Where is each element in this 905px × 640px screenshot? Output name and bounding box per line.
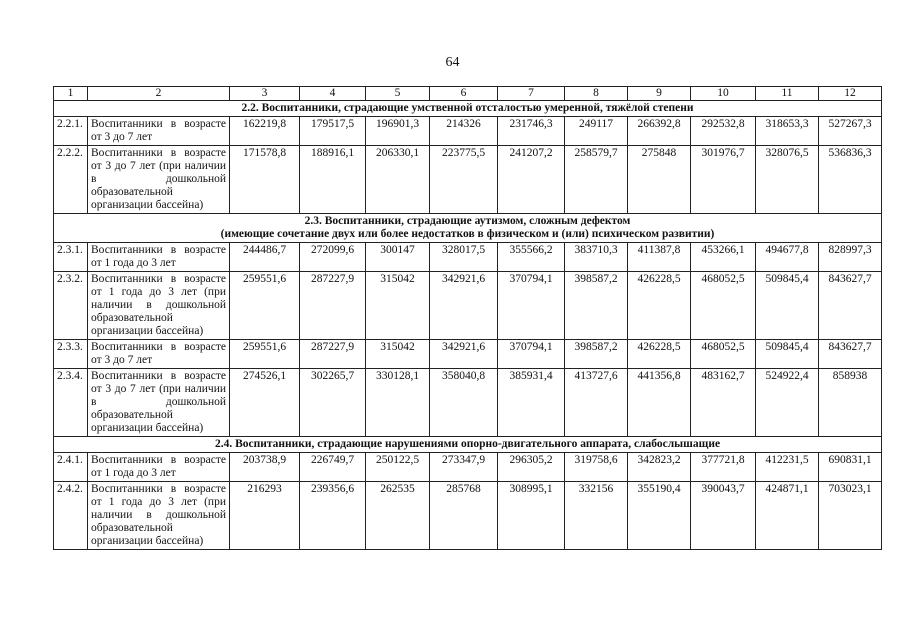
column-header: 4 xyxy=(300,87,366,101)
value-cell: 483162,7 xyxy=(691,369,756,437)
value-cell: 377721,8 xyxy=(691,453,756,482)
value-cell: 370794,1 xyxy=(498,340,565,369)
value-cell: 330128,1 xyxy=(366,369,430,437)
value-cell: 259551,6 xyxy=(230,340,300,369)
value-cell: 328076,5 xyxy=(756,146,819,214)
column-header: 9 xyxy=(628,87,691,101)
value-cell: 411387,8 xyxy=(628,243,691,272)
value-cell: 509845,4 xyxy=(756,272,819,340)
value-cell: 249117 xyxy=(565,117,628,146)
value-cell: 250122,5 xyxy=(366,453,430,482)
value-cell: 398587,2 xyxy=(565,340,628,369)
row-code: 2.3.3. xyxy=(54,340,88,369)
value-cell: 355566,2 xyxy=(498,243,565,272)
value-cell: 342823,2 xyxy=(628,453,691,482)
value-cell: 828997,3 xyxy=(819,243,882,272)
column-header: 8 xyxy=(565,87,628,101)
row-description: Воспитанники в возрасте от 3 до 7 лет (при наличии в дошкольной образовательной организации бассейна) xyxy=(88,369,230,437)
column-header: 2 xyxy=(88,87,230,101)
value-cell: 241207,2 xyxy=(498,146,565,214)
value-cell: 214326 xyxy=(430,117,498,146)
value-cell: 355190,4 xyxy=(628,482,691,550)
value-cell: 328017,5 xyxy=(430,243,498,272)
value-cell: 453266,1 xyxy=(691,243,756,272)
table-row xyxy=(54,243,882,272)
column-header: 12 xyxy=(819,87,882,101)
table-body xyxy=(54,87,882,550)
section-header-row xyxy=(54,101,882,117)
value-cell: 272099,6 xyxy=(300,243,366,272)
value-cell: 358040,8 xyxy=(430,369,498,437)
value-cell: 223775,5 xyxy=(430,146,498,214)
value-cell: 426228,5 xyxy=(628,340,691,369)
table-row xyxy=(54,369,882,437)
section-title-line: 2.3. Воспитанники, страдающие аутизмом, сложным дефектом xyxy=(304,215,631,227)
value-cell: 342921,6 xyxy=(430,272,498,340)
column-header: 6 xyxy=(430,87,498,101)
value-cell: 843627,7 xyxy=(819,272,882,340)
row-code: 2.3.2. xyxy=(54,272,88,340)
value-cell: 179517,5 xyxy=(300,117,366,146)
table-row xyxy=(54,272,882,340)
value-cell: 390043,7 xyxy=(691,482,756,550)
value-cell: 287227,9 xyxy=(300,272,366,340)
column-header: 10 xyxy=(691,87,756,101)
value-cell: 206330,1 xyxy=(366,146,430,214)
value-cell: 300147 xyxy=(366,243,430,272)
value-cell: 441356,8 xyxy=(628,369,691,437)
value-cell: 468052,5 xyxy=(691,272,756,340)
value-cell: 275848 xyxy=(628,146,691,214)
row-description: Воспитанники в возрасте от 1 года до 3 лет (при наличии в дошкольной образовательной организации бассейна) xyxy=(88,272,230,340)
value-cell: 527267,3 xyxy=(819,117,882,146)
value-cell: 858938 xyxy=(819,369,882,437)
value-cell: 398587,2 xyxy=(565,272,628,340)
value-cell: 690831,1 xyxy=(819,453,882,482)
section-title-line: 2.2. Воспитанники, страдающие умственной отсталостью умеренной, тяжёлой степени xyxy=(241,102,694,114)
value-cell: 287227,9 xyxy=(300,340,366,369)
column-header-row xyxy=(54,87,882,101)
column-header: 5 xyxy=(366,87,430,101)
row-code: 2.3.4. xyxy=(54,369,88,437)
value-cell: 426228,5 xyxy=(628,272,691,340)
section-title-line: 2.4. Воспитанники, страдающие нарушениями опорно-двигательного аппарата, слабослышащие xyxy=(214,438,721,450)
value-cell: 216293 xyxy=(230,482,300,550)
table-row xyxy=(54,453,882,482)
value-cell: 843627,7 xyxy=(819,340,882,369)
value-cell: 524922,4 xyxy=(756,369,819,437)
row-code: 2.4.2. xyxy=(54,482,88,550)
value-cell: 259551,6 xyxy=(230,272,300,340)
value-cell: 239356,6 xyxy=(300,482,366,550)
column-header: 7 xyxy=(498,87,565,101)
value-cell: 468052,5 xyxy=(691,340,756,369)
value-cell: 292532,8 xyxy=(691,117,756,146)
value-cell: 285768 xyxy=(430,482,498,550)
value-cell: 308995,1 xyxy=(498,482,565,550)
value-cell: 412231,5 xyxy=(756,453,819,482)
section-title xyxy=(54,101,882,117)
value-cell: 342921,6 xyxy=(430,340,498,369)
row-code: 2.3.1. xyxy=(54,243,88,272)
row-description: Воспитанники в возрасте от 1 года до 3 лет (при наличии в дошкольной образовательной организации бассейна) xyxy=(88,482,230,550)
value-cell: 318653,3 xyxy=(756,117,819,146)
value-cell: 494677,8 xyxy=(756,243,819,272)
value-cell: 413727,6 xyxy=(565,369,628,437)
row-description: Воспитанники в возрасте от 3 до 7 лет xyxy=(88,117,230,146)
table-row xyxy=(54,482,882,550)
column-header: 1 xyxy=(54,87,88,101)
section-header-row xyxy=(54,214,882,243)
value-cell: 315042 xyxy=(366,340,430,369)
row-code: 2.4.1. xyxy=(54,453,88,482)
value-cell: 536836,3 xyxy=(819,146,882,214)
section-title xyxy=(54,214,882,243)
value-cell: 258579,7 xyxy=(565,146,628,214)
row-description: Воспитанники в возрасте от 1 года до 3 лет xyxy=(88,243,230,272)
value-cell: 262535 xyxy=(366,482,430,550)
value-cell: 509845,4 xyxy=(756,340,819,369)
page-number: 64 xyxy=(445,55,460,70)
row-description: Воспитанники в возрасте от 3 до 7 лет (при наличии в дошкольной образовательной организации бассейна) xyxy=(88,146,230,214)
row-code: 2.2.1. xyxy=(54,117,88,146)
value-cell: 370794,1 xyxy=(498,272,565,340)
value-cell: 273347,9 xyxy=(430,453,498,482)
value-cell: 274526,1 xyxy=(230,369,300,437)
value-cell: 383710,3 xyxy=(565,243,628,272)
value-cell: 171578,8 xyxy=(230,146,300,214)
value-cell: 703023,1 xyxy=(819,482,882,550)
section-header-row xyxy=(54,437,882,453)
table-row xyxy=(54,146,882,214)
value-cell: 319758,6 xyxy=(565,453,628,482)
value-cell: 332156 xyxy=(565,482,628,550)
value-cell: 162219,8 xyxy=(230,117,300,146)
table-row xyxy=(54,340,882,369)
tariff-table xyxy=(53,86,882,550)
value-cell: 203738,9 xyxy=(230,453,300,482)
value-cell: 424871,1 xyxy=(756,482,819,550)
column-header: 3 xyxy=(230,87,300,101)
value-cell: 196901,3 xyxy=(366,117,430,146)
value-cell: 302265,7 xyxy=(300,369,366,437)
value-cell: 244486,7 xyxy=(230,243,300,272)
row-description: Воспитанники в возрасте от 1 года до 3 лет xyxy=(88,453,230,482)
value-cell: 315042 xyxy=(366,272,430,340)
section-title-line: (имеющие сочетание двух или более недостатков в физическом и (или) психическом развитии) xyxy=(220,228,715,240)
section-title xyxy=(54,437,882,453)
value-cell: 188916,1 xyxy=(300,146,366,214)
column-header: 11 xyxy=(756,87,819,101)
value-cell: 296305,2 xyxy=(498,453,565,482)
row-description: Воспитанники в возрасте от 3 до 7 лет xyxy=(88,340,230,369)
value-cell: 301976,7 xyxy=(691,146,756,214)
value-cell: 266392,8 xyxy=(628,117,691,146)
value-cell: 231746,3 xyxy=(498,117,565,146)
value-cell: 385931,4 xyxy=(498,369,565,437)
row-code: 2.2.2. xyxy=(54,146,88,214)
table-row xyxy=(54,117,882,146)
value-cell: 226749,7 xyxy=(300,453,366,482)
